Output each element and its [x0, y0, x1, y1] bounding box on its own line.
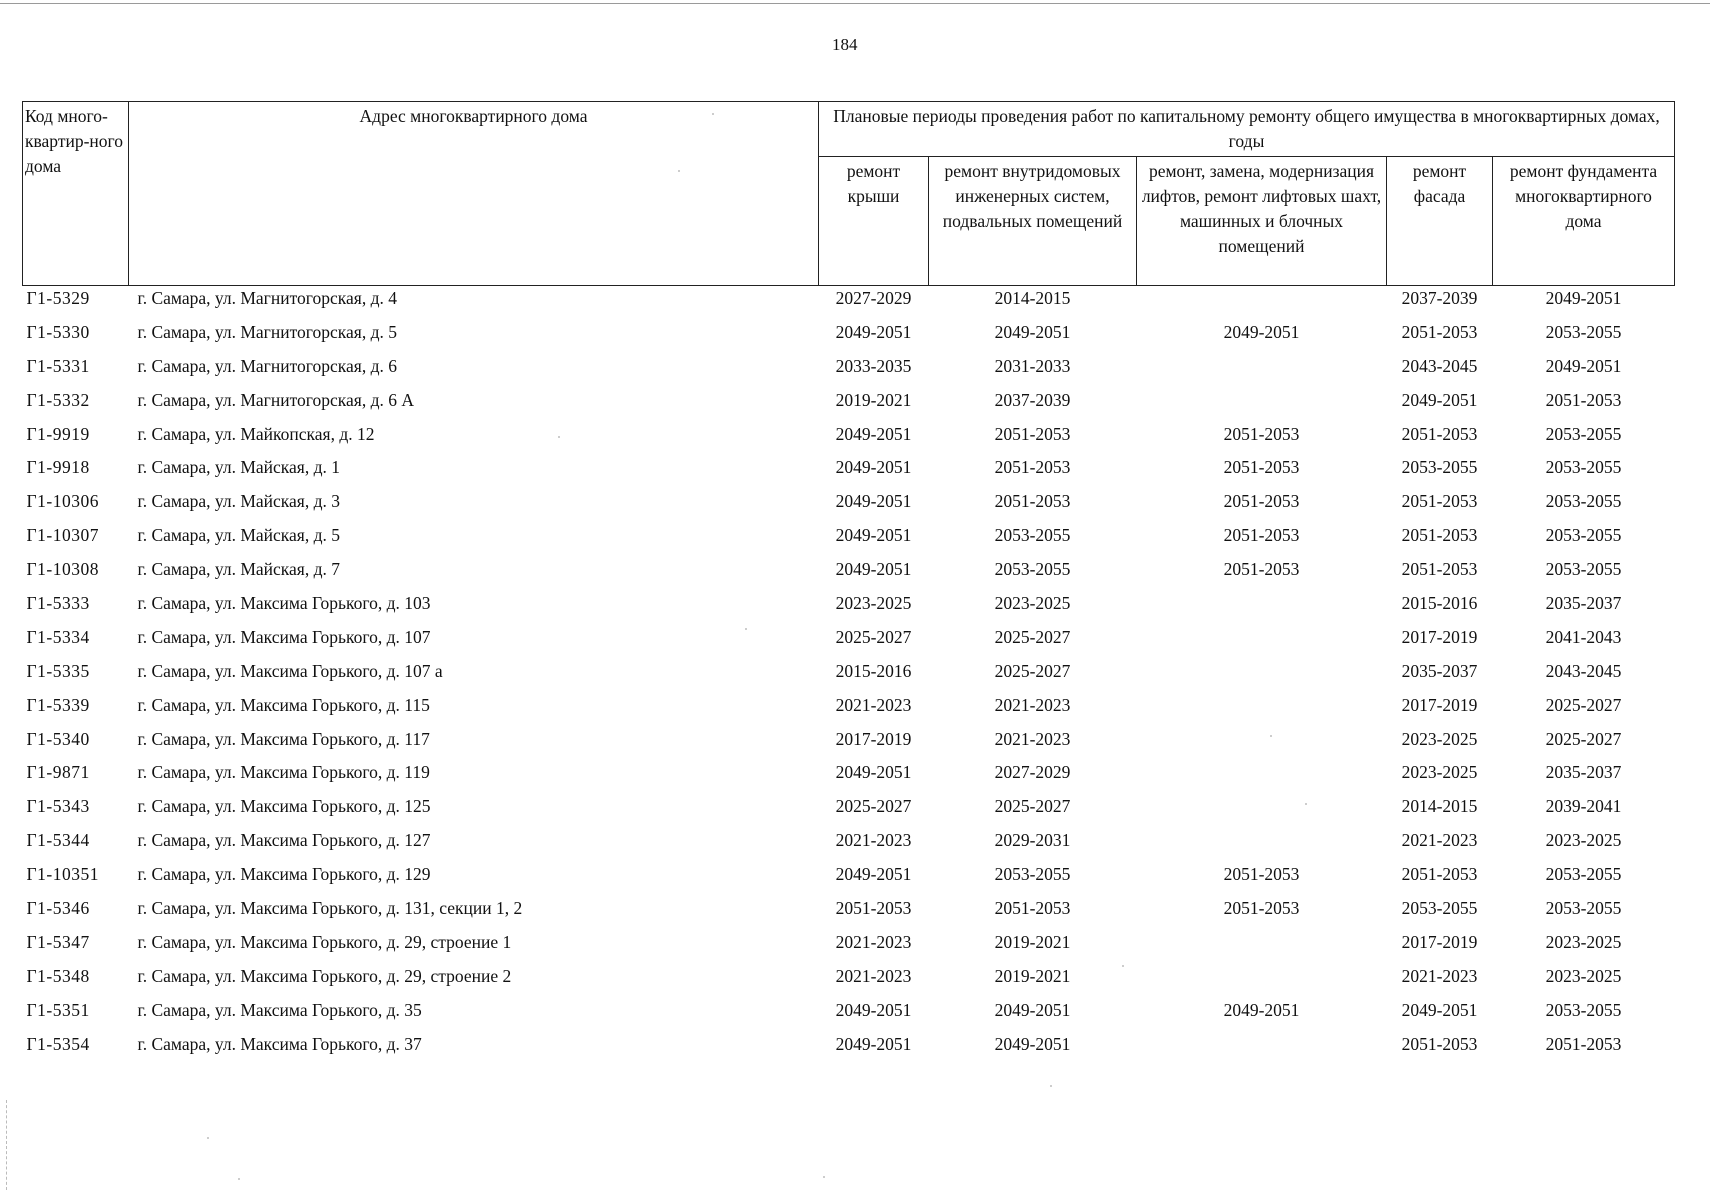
cell-elevators [1137, 354, 1387, 388]
cell-roof: 2019-2021 [835, 389, 912, 410]
cell-roof: 2021-2023 [835, 830, 912, 851]
cell-address: г. Самара, ул. Максима Горького, д. 35 [137, 999, 422, 1020]
cell-address: г. Самара, ул. Максима Горького, д. 107 [137, 626, 431, 647]
header-roof: ремонт крыши [819, 157, 929, 286]
cell-address: г. Самара, ул. Максима Горького, д. 131, секции 1, 2 [137, 898, 523, 919]
scan-speck [207, 1137, 209, 1139]
cell-systems: 2049-2051 [994, 1033, 1071, 1054]
cell-facade: 2043-2045 [1401, 355, 1478, 376]
cell-address: г. Самара, ул. Майкопская, д. 12 [137, 423, 375, 444]
cell-elevators [1137, 591, 1387, 625]
cell-facade: 2051-2053 [1401, 1033, 1478, 1054]
cell-address: г. Самара, ул. Максима Горького, д. 29, строение 1 [137, 931, 512, 952]
cell-code: Г1-5351 [26, 999, 90, 1020]
cell-code: Г1-5344 [26, 830, 90, 851]
cell-systems: 2051-2053 [994, 898, 1071, 919]
cell-facade: 2053-2055 [1401, 898, 1478, 919]
capital-repair-schedule-table [22, 101, 1675, 1065]
cell-foundation: 2051-2053 [1545, 1033, 1622, 1054]
cell-foundation: 2053-2055 [1545, 457, 1622, 478]
scan-speck [1122, 965, 1124, 967]
cell-code: Г1-9919 [26, 423, 90, 444]
cell-roof: 2049-2051 [835, 491, 912, 512]
cell-facade: 2021-2023 [1401, 965, 1478, 986]
cell-address: г. Самара, ул. Максима Горького, д. 127 [137, 830, 431, 851]
cell-code: Г1-5331 [26, 355, 90, 376]
cell-roof: 2017-2019 [835, 728, 912, 749]
cell-systems: 2021-2023 [994, 694, 1071, 715]
cell-facade: 2051-2053 [1401, 491, 1478, 512]
cell-systems: 2023-2025 [994, 593, 1071, 614]
scan-speck [238, 1178, 240, 1180]
cell-code: Г1-5346 [26, 898, 90, 919]
scan-border-line [0, 3, 1710, 4]
cell-elevators: 2049-2051 [1223, 999, 1300, 1020]
table-row [23, 794, 1675, 828]
cell-roof: 2025-2027 [835, 626, 912, 647]
cell-address: г. Самара, ул. Максима Горького, д. 37 [137, 1033, 422, 1054]
cell-code: Г1-5332 [26, 389, 90, 410]
cell-systems: 2037-2039 [994, 389, 1071, 410]
cell-foundation: 2041-2043 [1545, 626, 1622, 647]
cell-code: Г1-5330 [26, 321, 90, 342]
table-row [23, 964, 1675, 998]
cell-roof: 2049-2051 [835, 559, 912, 580]
cell-systems: 2029-2031 [994, 830, 1071, 851]
cell-elevators: 2051-2053 [1223, 491, 1300, 512]
cell-facade: 2035-2037 [1401, 660, 1478, 681]
cell-elevators [1137, 693, 1387, 727]
table-body [23, 286, 1675, 1066]
cell-code: Г1-5348 [26, 965, 90, 986]
table-row [23, 727, 1675, 761]
cell-foundation: 2053-2055 [1545, 321, 1622, 342]
cell-facade: 2051-2053 [1401, 559, 1478, 580]
cell-code: Г1-10308 [26, 559, 99, 580]
cell-address: г. Самара, ул. Максима Горького, д. 115 [137, 694, 430, 715]
cell-systems: 2027-2029 [994, 762, 1071, 783]
cell-systems: 2053-2055 [994, 525, 1071, 546]
table-row [23, 693, 1675, 727]
cell-facade: 2049-2051 [1401, 999, 1478, 1020]
cell-facade: 2049-2051 [1401, 389, 1478, 410]
cell-code: Г1-9918 [26, 457, 90, 478]
cell-address: г. Самара, ул. Майская, д. 5 [137, 525, 341, 546]
cell-elevators [1137, 388, 1387, 422]
cell-address: г. Самара, ул. Магнитогорская, д. 6 [137, 355, 397, 376]
cell-foundation: 2025-2027 [1545, 728, 1622, 749]
cell-elevators [1137, 625, 1387, 659]
cell-elevators [1137, 286, 1387, 320]
cell-systems: 2049-2051 [994, 321, 1071, 342]
cell-roof: 2021-2023 [835, 931, 912, 952]
cell-facade: 2017-2019 [1401, 626, 1478, 647]
cell-roof: 2049-2051 [835, 762, 912, 783]
cell-code: Г1-5354 [26, 1033, 90, 1054]
table-row [23, 523, 1675, 557]
cell-elevators [1137, 828, 1387, 862]
cell-elevators [1137, 760, 1387, 794]
cell-facade: 2017-2019 [1401, 694, 1478, 715]
cell-foundation: 2035-2037 [1545, 593, 1622, 614]
scan-speck [678, 170, 680, 172]
cell-systems: 2021-2023 [994, 728, 1071, 749]
table-row [23, 862, 1675, 896]
cell-address: г. Самара, ул. Магнитогорская, д. 4 [137, 288, 397, 308]
cell-systems: 2025-2027 [994, 660, 1071, 681]
cell-facade: 2017-2019 [1401, 931, 1478, 952]
cell-systems: 2053-2055 [994, 559, 1071, 580]
header-periods-group: Плановые периоды проведения работ по капитальному ремонту общего имущества в многоквартирных домах, годы [819, 102, 1675, 157]
cell-foundation: 2053-2055 [1545, 864, 1622, 885]
cell-facade: 2023-2025 [1401, 728, 1478, 749]
cell-systems: 2025-2027 [994, 626, 1071, 647]
cell-roof: 2049-2051 [835, 1033, 912, 1054]
cell-foundation: 2025-2027 [1545, 694, 1622, 715]
header-facade: ремонт фасада [1387, 157, 1493, 286]
cell-foundation: 2035-2037 [1545, 762, 1622, 783]
cell-elevators [1137, 964, 1387, 998]
cell-code: Г1-10351 [26, 864, 99, 885]
cell-code: Г1-5333 [26, 593, 90, 614]
cell-foundation: 2053-2055 [1545, 525, 1622, 546]
cell-roof: 2049-2051 [835, 423, 912, 444]
cell-foundation: 2023-2025 [1545, 965, 1622, 986]
cell-address: г. Самара, ул. Максима Горького, д. 117 [137, 728, 430, 749]
cell-elevators [1137, 794, 1387, 828]
cell-elevators: 2051-2053 [1223, 864, 1300, 885]
cell-foundation: 2053-2055 [1545, 491, 1622, 512]
table-row [23, 998, 1675, 1032]
cell-code: Г1-5340 [26, 728, 90, 749]
cell-roof: 2015-2016 [835, 660, 912, 681]
cell-systems: 2051-2053 [994, 423, 1071, 444]
cell-foundation: 2049-2051 [1545, 355, 1622, 376]
cell-address: г. Самара, ул. Магнитогорская, д. 6 А [137, 389, 414, 410]
scan-speck [1270, 735, 1272, 737]
table-row [23, 625, 1675, 659]
cell-elevators [1137, 930, 1387, 964]
cell-facade: 2015-2016 [1401, 593, 1478, 614]
cell-systems: 2051-2053 [994, 491, 1071, 512]
cell-facade: 2051-2053 [1401, 423, 1478, 444]
table-row [23, 354, 1675, 388]
table-row [23, 557, 1675, 591]
cell-roof: 2021-2023 [835, 694, 912, 715]
cell-address: г. Самара, ул. Майская, д. 3 [137, 491, 341, 512]
cell-facade: 2021-2023 [1401, 830, 1478, 851]
cell-systems: 2019-2021 [994, 965, 1071, 986]
table-row [23, 455, 1675, 489]
cell-code: Г1-10306 [26, 491, 99, 512]
cell-foundation: 2043-2045 [1545, 660, 1622, 681]
table-row [23, 896, 1675, 930]
cell-foundation: 2053-2055 [1545, 898, 1622, 919]
scan-speck [558, 436, 560, 438]
table-row [23, 760, 1675, 794]
cell-elevators: 2051-2053 [1223, 525, 1300, 546]
cell-foundation: 2053-2055 [1545, 999, 1622, 1020]
cell-code: Г1-5335 [26, 660, 90, 681]
cell-foundation: 2053-2055 [1545, 423, 1622, 444]
table-row [23, 930, 1675, 964]
cell-facade: 2051-2053 [1401, 864, 1478, 885]
cell-roof: 2025-2027 [835, 796, 912, 817]
cell-address: г. Самара, ул. Максима Горького, д. 103 [137, 593, 431, 614]
cell-roof: 2049-2051 [835, 321, 912, 342]
cell-roof: 2021-2023 [835, 965, 912, 986]
table-row [23, 489, 1675, 523]
table-row [23, 320, 1675, 354]
cell-systems: 2049-2051 [994, 999, 1071, 1020]
cell-elevators: 2051-2053 [1223, 559, 1300, 580]
header-foundation: ремонт фундамента многоквартирного дома [1493, 157, 1675, 286]
cell-elevators [1137, 727, 1387, 761]
cell-address: г. Самара, ул. Максима Горького, д. 119 [137, 762, 430, 783]
cell-roof: 2049-2051 [835, 525, 912, 546]
cell-address: г. Самара, ул. Максима Горького, д. 125 [137, 796, 431, 817]
table-row [23, 659, 1675, 693]
cell-systems: 2019-2021 [994, 931, 1071, 952]
table-row [23, 828, 1675, 862]
cell-facade: 2023-2025 [1401, 762, 1478, 783]
scan-speck [823, 1176, 825, 1178]
cell-roof: 2027-2029 [835, 288, 912, 308]
table-row [23, 1032, 1675, 1066]
cell-facade: 2037-2039 [1401, 288, 1478, 308]
cell-code: Г1-5339 [26, 694, 90, 715]
header-code: Код много-квартир-ного дома [23, 102, 129, 286]
cell-code: Г1-5329 [26, 288, 90, 308]
cell-foundation: 2039-2041 [1545, 796, 1622, 817]
cell-foundation: 2023-2025 [1545, 931, 1622, 952]
scan-speck [1050, 1085, 1052, 1087]
cell-roof: 2049-2051 [835, 864, 912, 885]
cell-foundation: 2049-2051 [1545, 288, 1622, 308]
header-address: Адрес многоквартирного дома [129, 102, 819, 286]
scan-speck [1305, 803, 1307, 805]
cell-systems: 2031-2033 [994, 355, 1071, 376]
cell-systems: 2025-2027 [994, 796, 1071, 817]
cell-facade: 2051-2053 [1401, 525, 1478, 546]
cell-address: г. Самара, ул. Майская, д. 7 [137, 559, 341, 580]
cell-code: Г1-9871 [26, 762, 90, 783]
cell-roof: 2023-2025 [835, 593, 912, 614]
table-row [23, 591, 1675, 625]
scan-speck [712, 113, 714, 115]
cell-address: г. Самара, ул. Майская, д. 1 [137, 457, 341, 478]
cell-address: г. Самара, ул. Максима Горького, д. 29, строение 2 [137, 965, 512, 986]
cell-systems: 2051-2053 [994, 457, 1071, 478]
cell-elevators: 2051-2053 [1223, 423, 1300, 444]
cell-facade: 2051-2053 [1401, 321, 1478, 342]
cell-roof: 2033-2035 [835, 355, 912, 376]
cell-systems: 2053-2055 [994, 864, 1071, 885]
cell-elevators: 2049-2051 [1223, 321, 1300, 342]
table-row [23, 286, 1675, 320]
cell-foundation: 2053-2055 [1545, 559, 1622, 580]
header-systems: ремонт внутридомовых инженерных систем, подвальных помещений [929, 157, 1137, 286]
cell-elevators [1137, 1032, 1387, 1066]
cell-roof: 2049-2051 [835, 457, 912, 478]
page-number: 184 [832, 35, 858, 54]
cell-code: Г1-10307 [26, 525, 99, 546]
cell-address: г. Самара, ул. Максима Горького, д. 107 а [137, 660, 443, 681]
cell-code: Г1-5347 [26, 931, 90, 952]
cell-address: г. Самара, ул. Магнитогорская, д. 5 [137, 321, 397, 342]
header-elevators: ремонт, замена, модернизация лифтов, ремонт лифтовых шахт, машинных и блочных помещений [1137, 157, 1387, 286]
cell-facade: 2014-2015 [1401, 796, 1478, 817]
cell-code: Г1-5334 [26, 626, 90, 647]
cell-foundation: 2023-2025 [1545, 830, 1622, 851]
cell-elevators: 2051-2053 [1223, 457, 1300, 478]
cell-facade: 2053-2055 [1401, 457, 1478, 478]
cell-address: г. Самара, ул. Максима Горького, д. 129 [137, 864, 431, 885]
table-row [23, 422, 1675, 456]
table-row [23, 388, 1675, 422]
cell-code: Г1-5343 [26, 796, 90, 817]
cell-systems: 2014-2015 [994, 288, 1071, 308]
cell-elevators [1137, 659, 1387, 693]
cell-elevators: 2051-2053 [1223, 898, 1300, 919]
cell-roof: 2051-2053 [835, 898, 912, 919]
scan-speck [745, 628, 747, 630]
cell-roof: 2049-2051 [835, 999, 912, 1020]
scan-edge-mark [6, 1100, 8, 1190]
cell-foundation: 2051-2053 [1545, 389, 1622, 410]
